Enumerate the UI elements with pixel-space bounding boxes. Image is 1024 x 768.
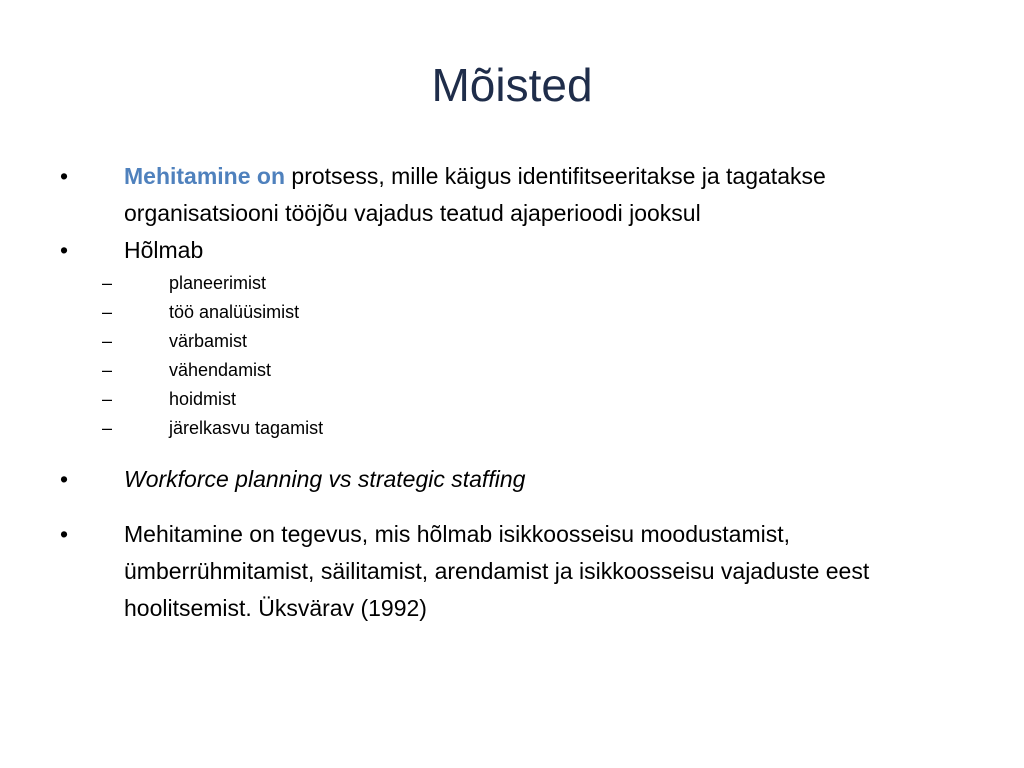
bullet-item-definition xyxy=(0,158,1024,232)
bullet-marker: • xyxy=(60,237,69,263)
bullet-text: Hõlmab xyxy=(124,237,204,263)
sub-item xyxy=(0,298,1024,327)
bullet-text xyxy=(124,158,914,232)
bullet-item-workforce xyxy=(0,461,1024,498)
bullet-item-includes xyxy=(0,232,1024,269)
dash-marker: – xyxy=(102,360,113,380)
dash-marker: – xyxy=(102,273,113,293)
sub-item-text: järelkasvu tagamist xyxy=(169,418,324,438)
bullet-marker: • xyxy=(60,466,69,492)
slide-content xyxy=(0,158,1024,627)
sub-item-text: vähendamist xyxy=(169,360,272,380)
bullet-item-quote xyxy=(0,516,1024,627)
sub-item xyxy=(0,356,1024,385)
bullet-marker: • xyxy=(60,163,69,189)
spacer xyxy=(0,443,1024,461)
sub-item xyxy=(0,269,1024,298)
sub-item-text: värbamist xyxy=(169,331,248,351)
definition-text: protsess, mille käigus identifitseeritakse ja tagatakse organisatsiooni tööjõu vajadus teatud ajaperioodi jooksul xyxy=(124,163,826,226)
bullet-marker: • xyxy=(60,521,69,547)
dash-marker: – xyxy=(102,331,113,351)
sub-item xyxy=(0,327,1024,356)
sub-item-text: planeerimist xyxy=(169,273,267,293)
spacer xyxy=(0,498,1024,516)
dash-marker: – xyxy=(102,302,113,322)
sub-item-text: töö analüüsimist xyxy=(169,302,300,322)
bullet-text: Workforce planning vs strategic staffing xyxy=(124,466,526,492)
highlight-term: Mehitamine on xyxy=(124,163,286,189)
sub-item xyxy=(0,414,1024,443)
bullet-text: Mehitamine on tegevus, mis hõlmab isikkoosseisu moodustamist, ümberrühmitamist, säilitamist, arendamist ja isikkoosseisu vajaduste eest hoolitsemist. Üksvärav (1992) xyxy=(124,521,870,621)
sub-item-text: hoidmist xyxy=(169,389,237,409)
dash-marker: – xyxy=(102,389,113,409)
dash-marker: – xyxy=(102,418,113,438)
sub-item xyxy=(0,385,1024,414)
slide-title: Mõisted xyxy=(431,59,593,111)
